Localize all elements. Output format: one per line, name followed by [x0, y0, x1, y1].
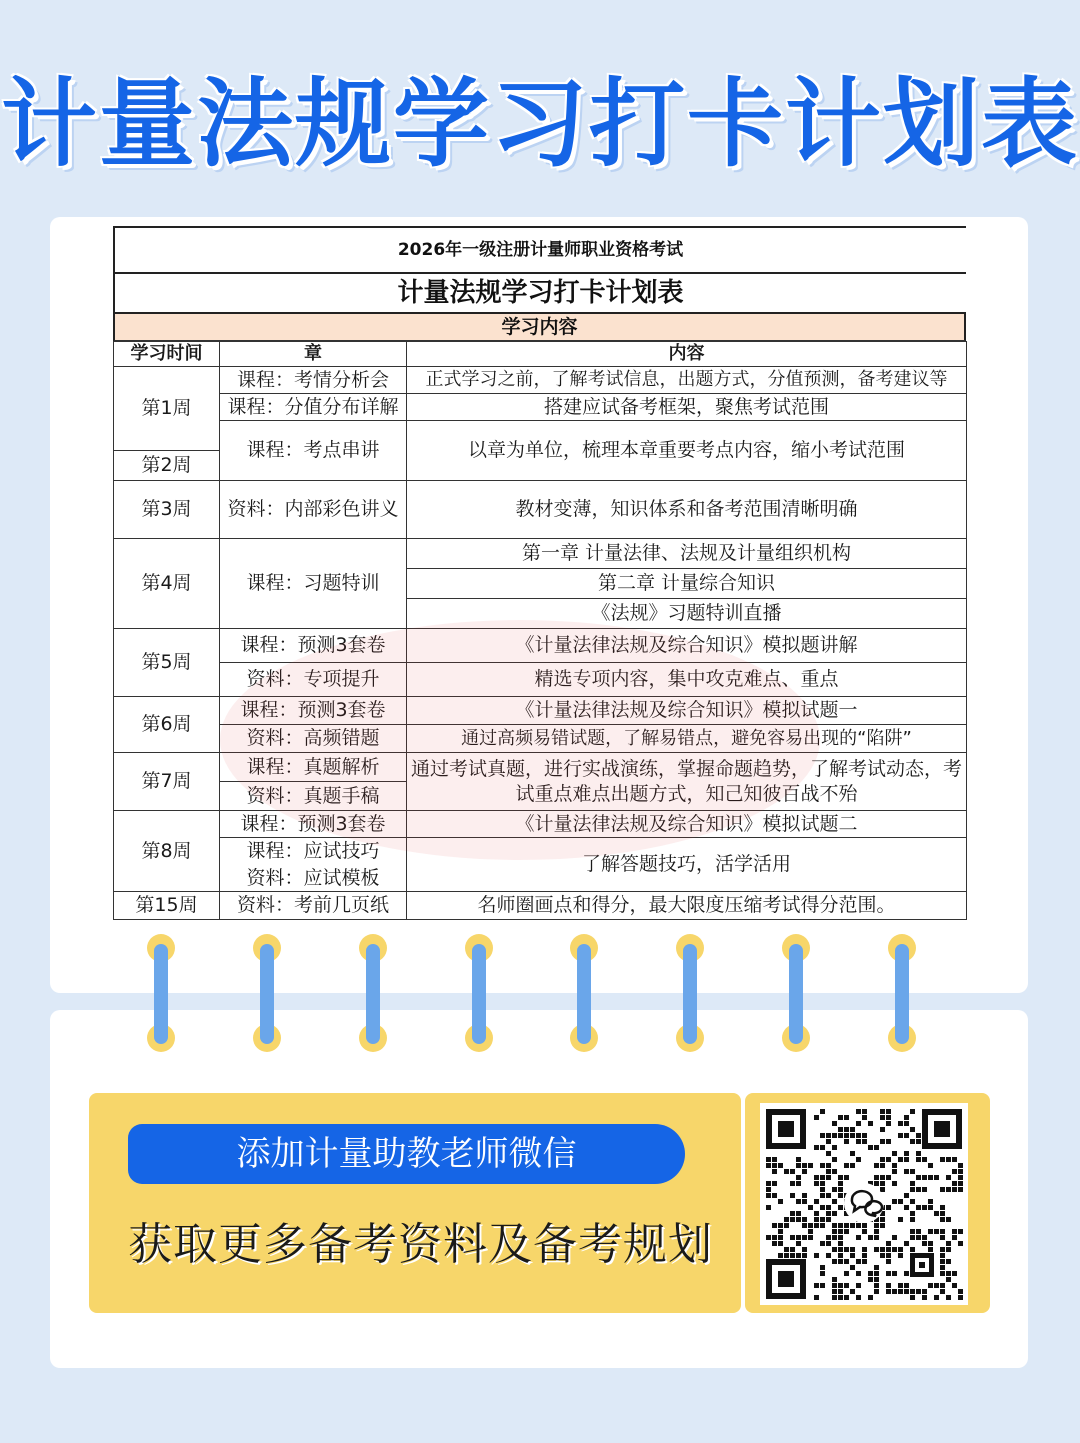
column-header: 学习时间: [114, 342, 220, 367]
schedule-sheet: [113, 226, 966, 920]
column-header: 章: [220, 342, 407, 367]
content-cell: 第二章 计量综合知识: [407, 569, 967, 599]
week-cell: 第8周: [114, 811, 220, 892]
table-row: [114, 663, 967, 697]
table-header-row: [114, 342, 967, 367]
column-header: 内容: [407, 342, 967, 367]
table-row: [114, 725, 967, 753]
chapter-cell: 资料：应试模板: [220, 866, 407, 892]
chapter-cell: 课程：习题特训: [220, 539, 407, 629]
exam-name: 2026年一级注册计量师职业资格考试: [113, 226, 966, 272]
binder-ring: [782, 934, 810, 1054]
chapter-cell: 资料：考前几页纸: [220, 892, 407, 920]
week-cell: 第2周: [114, 451, 220, 481]
binder-ring: [676, 934, 704, 1054]
table-row: [114, 367, 967, 394]
content-cell: 《计量法律法规及综合知识》模拟题讲解: [407, 629, 967, 663]
table-row: [114, 539, 967, 569]
content-cell: 《法规》习题特训直播: [407, 599, 967, 629]
chapter-cell: 资料：高频错题: [220, 725, 407, 753]
content-cell: 名师圈画点和得分，最大限度压缩考试得分范围。: [407, 892, 967, 920]
chapter-cell: 课程：预测3套卷: [220, 629, 407, 663]
week-cell: 第6周: [114, 697, 220, 753]
table-row: [114, 753, 967, 782]
week-cell: 第3周: [114, 481, 220, 539]
content-cell: 了解答题技巧，活学活用: [407, 838, 967, 892]
content-cell: 搭建应试备考框架，聚焦考试范围: [407, 394, 967, 421]
promo-main-text: 获取更多备考资料及备考规划: [128, 1219, 713, 1270]
chapter-cell: 课程：预测3套卷: [220, 697, 407, 725]
table-row: [114, 697, 967, 725]
qr-code-icon: [760, 1103, 968, 1305]
content-cell: 通过考试真题，进行实战演练，掌握命题趋势，了解考试动态，考试重点难点出题方式，知己知彼百战不殆: [407, 753, 967, 811]
chapter-cell: 资料：专项提升: [220, 663, 407, 697]
binder-ring: [253, 934, 281, 1054]
add-wechat-button[interactable]: 添加计量助教老师微信: [128, 1124, 685, 1184]
table-row: [114, 838, 967, 866]
content-cell: 正式学习之前，了解考试信息，出题方式，分值预测，备考建议等: [407, 367, 967, 394]
binder-ring: [570, 934, 598, 1054]
chapter-cell: 课程：应试技巧: [220, 838, 407, 866]
table-title: 计量法规学习打卡计划表: [113, 272, 966, 312]
content-cell: 第一章 计量法律、法规及计量组织机构: [407, 539, 967, 569]
week-cell: 第4周: [114, 539, 220, 629]
table-row: [114, 629, 967, 663]
binder-ring: [147, 934, 175, 1054]
table-row: [114, 481, 967, 539]
content-cell: 教材变薄，知识体系和备考范围清晰明确: [407, 481, 967, 539]
wechat-qr-code[interactable]: [760, 1103, 968, 1305]
table-row: [114, 811, 967, 838]
content-cell: 精选专项内容，集中攻克难点、重点: [407, 663, 967, 697]
binder-ring: [465, 934, 493, 1054]
table-row: [114, 892, 967, 920]
chapter-cell: 课程：考情分析会: [220, 367, 407, 394]
chapter-cell: 资料：内部彩色讲义: [220, 481, 407, 539]
content-cell: 《计量法律法规及综合知识》模拟试题一: [407, 697, 967, 725]
chapter-cell: 课程：分值分布详解: [220, 394, 407, 421]
week-cell: 第7周: [114, 753, 220, 811]
chapter-cell: 课程：真题解析: [220, 753, 407, 782]
content-cell: 以章为单位，梳理本章重要考点内容，缩小考试范围: [407, 421, 967, 481]
table-row: [114, 421, 967, 451]
chapter-cell: 课程：考点串讲: [220, 421, 407, 481]
table-row: [114, 394, 967, 421]
week-cell: 第5周: [114, 629, 220, 697]
chapter-cell: 课程：预测3套卷: [220, 811, 407, 838]
plan-table: [113, 341, 967, 920]
week-cell: 第15周: [114, 892, 220, 920]
content-cell: 《计量法律法规及综合知识》模拟试题二: [407, 811, 967, 838]
page-title: 计量法规学习打卡计划表: [1, 68, 1079, 180]
binder-ring: [359, 934, 387, 1054]
binder-ring: [888, 934, 916, 1054]
content-cell: 通过高频易错试题，了解易错点，避免容易出现的“陷阱”: [407, 725, 967, 753]
section-header: 学习内容: [113, 312, 966, 341]
week-cell: 第1周: [114, 367, 220, 451]
chapter-cell: 资料：真题手稿: [220, 782, 407, 811]
